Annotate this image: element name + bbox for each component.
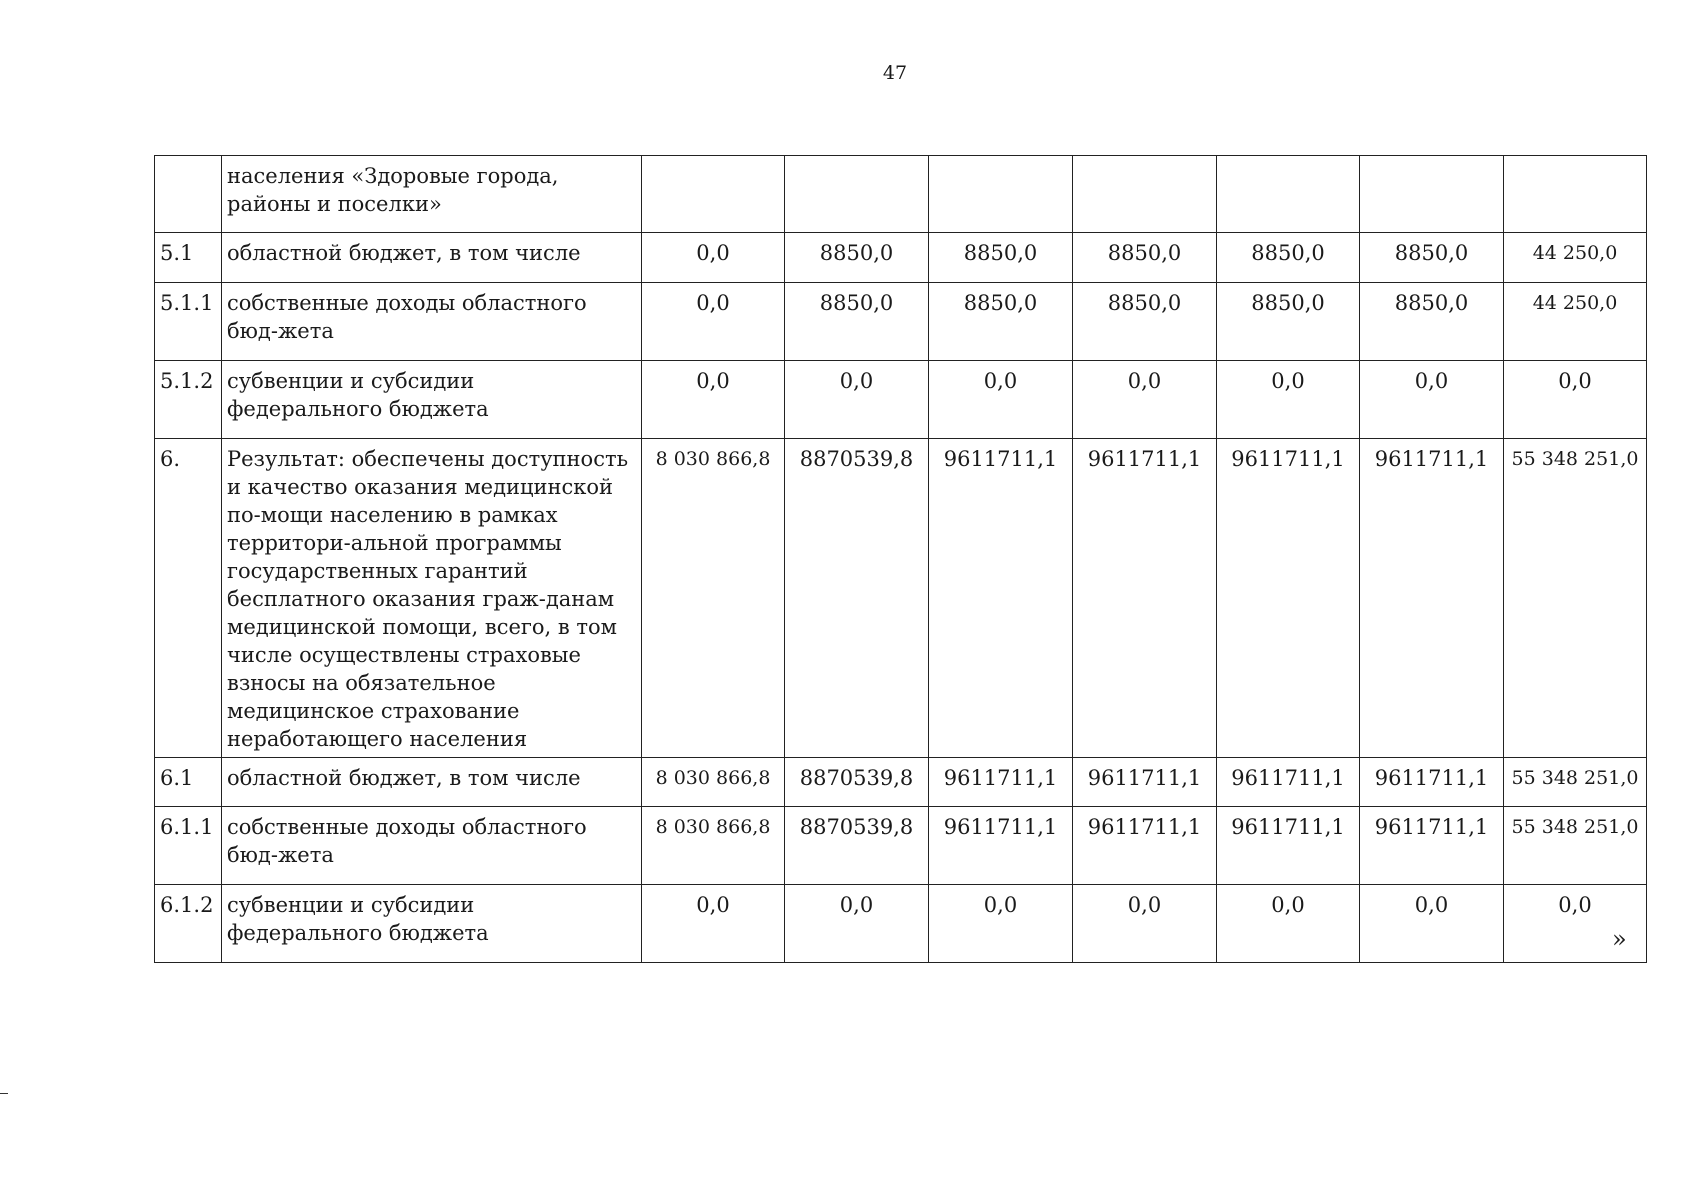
- row-number: 5.1.2: [155, 361, 222, 439]
- value-cell: 0,0: [1360, 885, 1504, 963]
- value-cell: 9611711,1: [1360, 807, 1504, 885]
- value-cell: [1504, 156, 1647, 233]
- value-cell: 0,0: [785, 361, 929, 439]
- value-cell: 8850,0: [1360, 283, 1504, 361]
- value-cell: [1360, 156, 1504, 233]
- value-cell: 8850,0: [1073, 233, 1217, 283]
- value-cell: 55 348 251,0: [1504, 439, 1647, 758]
- value-cell: 9611711,1: [929, 758, 1073, 807]
- value-cell: 8850,0: [1073, 283, 1217, 361]
- value-cell: 8850,0: [1360, 233, 1504, 283]
- row-number: 6.1.1: [155, 807, 222, 885]
- page-number: 47: [882, 62, 908, 84]
- row-description: населения «Здоровые города, районы и поселки»: [222, 156, 642, 233]
- row-number: 6.1.2: [155, 885, 222, 963]
- value-cell: 0,0: [1504, 361, 1647, 439]
- value-cell: 9611711,1: [1217, 439, 1360, 758]
- table-row: [155, 233, 1647, 283]
- value-cell: 0,0: [785, 885, 929, 963]
- value-cell: 8870539,8: [785, 439, 929, 758]
- table-row: [155, 439, 1647, 758]
- value-cell: 8 030 866,8: [642, 439, 785, 758]
- value-cell: 0,0: [642, 885, 785, 963]
- table-row: [155, 807, 1647, 885]
- value-cell: 0,0: [929, 361, 1073, 439]
- value-cell: 9611711,1: [1360, 758, 1504, 807]
- value-cell: 8850,0: [785, 233, 929, 283]
- row-number: 5.1.1: [155, 283, 222, 361]
- row-number: 6.: [155, 439, 222, 758]
- value-cell: 8870539,8: [785, 807, 929, 885]
- value-cell: 44 250,0: [1504, 283, 1647, 361]
- row-description: собственные доходы областного бюд-жета: [222, 807, 642, 885]
- value-cell: 0,0: [1073, 361, 1217, 439]
- table-row: [155, 156, 1647, 233]
- value-cell: [642, 156, 785, 233]
- closing-quote: »: [1612, 925, 1627, 953]
- value-cell: 9611711,1: [1360, 439, 1504, 758]
- value-cell: 8 030 866,8: [642, 807, 785, 885]
- value-cell: 9611711,1: [1073, 758, 1217, 807]
- value-cell: [1073, 156, 1217, 233]
- value-cell: 9611711,1: [1073, 807, 1217, 885]
- value-cell: 9611711,1: [929, 439, 1073, 758]
- value-cell: 0,0: [642, 283, 785, 361]
- table-row: [155, 758, 1647, 807]
- value-cell: 8850,0: [1217, 233, 1360, 283]
- row-description: субвенции и субсидии федерального бюджета: [222, 361, 642, 439]
- table-row: [155, 283, 1647, 361]
- value-cell: 0,0: [1073, 885, 1217, 963]
- value-cell: 9611711,1: [1217, 758, 1360, 807]
- row-number: [155, 156, 222, 233]
- row-description: областной бюджет, в том числе: [222, 233, 642, 283]
- value-cell: 9611711,1: [1073, 439, 1217, 758]
- value-cell: 0,0: [1217, 885, 1360, 963]
- value-cell: 8850,0: [929, 233, 1073, 283]
- value-cell: [929, 156, 1073, 233]
- margin-mark: [0, 1093, 8, 1094]
- row-description: областной бюджет, в том числе: [222, 758, 642, 807]
- value-cell: 8850,0: [785, 283, 929, 361]
- value-cell: 0,0: [1217, 361, 1360, 439]
- value-cell: [1217, 156, 1360, 233]
- value-cell: 8850,0: [1217, 283, 1360, 361]
- value-cell: 9611711,1: [929, 807, 1073, 885]
- value-cell: 0,0: [1360, 361, 1504, 439]
- value-cell: [785, 156, 929, 233]
- value-cell: 44 250,0: [1504, 233, 1647, 283]
- value-cell: 0,0: [1504, 885, 1647, 963]
- table-row: [155, 361, 1647, 439]
- value-cell: 55 348 251,0: [1504, 807, 1647, 885]
- value-cell: 8 030 866,8: [642, 758, 785, 807]
- budget-table: [154, 155, 1647, 963]
- value-cell: 8850,0: [929, 283, 1073, 361]
- row-number: 5.1: [155, 233, 222, 283]
- value-cell: 8870539,8: [785, 758, 929, 807]
- value-cell: 9611711,1: [1217, 807, 1360, 885]
- value-cell: 0,0: [642, 233, 785, 283]
- value-cell: 55 348 251,0: [1504, 758, 1647, 807]
- row-description: собственные доходы областного бюд-жета: [222, 283, 642, 361]
- row-number: 6.1: [155, 758, 222, 807]
- row-description: Результат: обеспечены доступность и качество оказания медицинской по-мощи населению в рамках территори-альной программы государственных гарантий бесплатного оказания граж-данам медицинской помощи, всего, в том числе осуществлены страховые взносы на обязательное медицинское страхование неработающего населения: [222, 439, 642, 758]
- table-row: [155, 885, 1647, 963]
- row-description: субвенции и субсидии федерального бюджета: [222, 885, 642, 963]
- value-cell: 0,0: [642, 361, 785, 439]
- value-cell: 0,0: [929, 885, 1073, 963]
